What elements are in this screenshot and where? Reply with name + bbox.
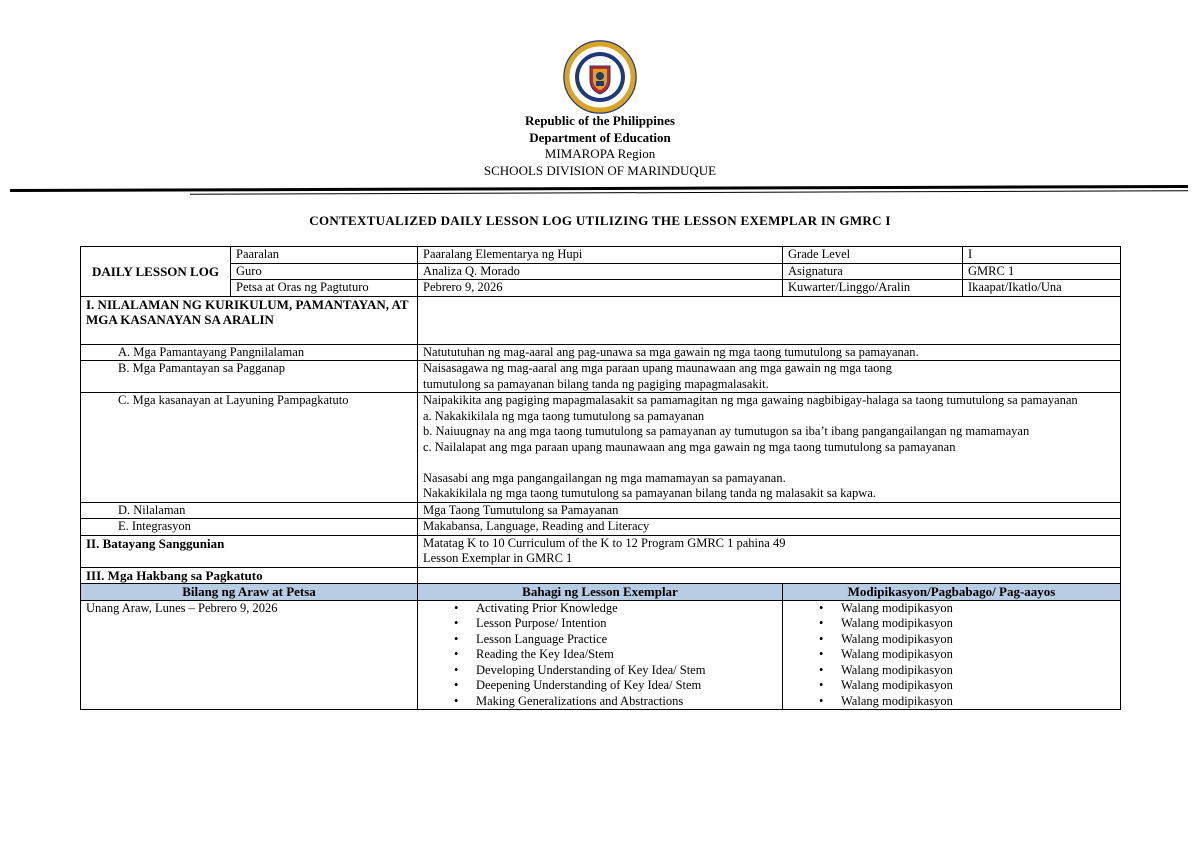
- lesson-part-text: Activating Prior Knowledge: [476, 600, 618, 615]
- list-item: [454, 600, 777, 617]
- col-header-bahagi: Bahagi ng Lesson Exemplar: [418, 584, 783, 601]
- list-item: [819, 693, 1115, 710]
- lesson-part-text: Making Generalizations and Abstractions: [476, 693, 684, 708]
- bullet-icon: •: [819, 647, 824, 661]
- paaralan-label: Paaralan: [231, 247, 418, 264]
- value-a: Natututuhan ng mag-aaral ang pag-unawa sa mga gawain ng mga taong tumutulong sa pamayanan.: [418, 344, 1121, 361]
- document-title: CONTEXTUALIZED DAILY LESSON LOG UTILIZING THE LESSON EXEMPLAR IN GMRC I: [309, 213, 891, 228]
- list-item: [819, 647, 1115, 663]
- lesson-part-text: Lesson Language Practice: [476, 631, 608, 646]
- bullet-icon: •: [819, 631, 824, 646]
- section2-value-line1: Matatag K to 10 Curriculum of the K to 12 Program GMRC 1 pahina 49: [423, 535, 786, 550]
- value-d: Mga Taong Tumutulong sa Pamayanan: [418, 502, 1121, 519]
- lesson-part-text: Reading the Key Idea/Stem: [476, 647, 614, 661]
- list-item: [819, 631, 1115, 648]
- modification-text: Walang modipikasyon: [841, 693, 953, 708]
- daily-lesson-log-label: DAILY LESSON LOG: [81, 247, 231, 297]
- grade-level-label: Grade Level: [783, 247, 963, 264]
- value-c-extra2: Nakakikilala ng mga taong tumutulong sa pamayanan bilang tanda ng malasakit sa kapwa.: [423, 486, 876, 500]
- row-nilalaman: [81, 502, 1121, 519]
- daily-lesson-log-table: [80, 246, 1121, 710]
- guro-value: Analiza Q. Morado: [418, 263, 783, 280]
- label-a: A. Mga Pamantayang Pangnilalaman: [81, 344, 418, 361]
- header-division: SCHOOLS DIVISION OF MARINDUQUE: [483, 162, 717, 178]
- asignatura-value: GMRC 1: [963, 263, 1121, 280]
- bullet-icon: •: [819, 678, 824, 692]
- label-d: D. Nilalaman: [81, 502, 418, 519]
- row-kasanayan: [81, 393, 1121, 503]
- value-c-spacer: [423, 455, 1115, 471]
- asignatura-label: Asignatura: [783, 263, 963, 280]
- bullet-icon: •: [819, 662, 824, 677]
- list-item: [454, 678, 777, 694]
- modifications-cell: [783, 600, 1121, 710]
- lesson-part-text: Deepening Understanding of Key Idea/ Stem: [476, 678, 702, 692]
- section3-title: III. Mga Hakbang sa Pagkatuto: [81, 567, 418, 584]
- modification-text: Walang modipikasyon: [841, 616, 953, 630]
- bullet-icon: •: [819, 616, 824, 630]
- row-integrasyon: [81, 519, 1121, 536]
- label-c: C. Mga kasanayan at Layuning Pampagkatuto: [81, 393, 418, 503]
- modification-text: Walang modipikasyon: [841, 631, 953, 646]
- bullet-icon: •: [454, 631, 459, 646]
- bullet-icon: •: [454, 647, 459, 661]
- petsa-label: Petsa at Oras ng Pagtuturo: [231, 280, 418, 297]
- list-item: [454, 616, 777, 632]
- col-header-modipikasyon: Modipikasyon/Pagbabago/ Pag-aayos: [783, 584, 1121, 601]
- bullet-icon: •: [454, 616, 459, 630]
- list-item: [454, 662, 777, 679]
- info-row-petsa: [81, 280, 1121, 297]
- guro-label: Guro: [231, 263, 418, 280]
- list-item: [454, 647, 777, 663]
- section3-title-row: [81, 567, 1121, 584]
- section1-title-row: [81, 296, 1121, 344]
- bullet-icon: •: [454, 678, 459, 692]
- modification-text: Walang modipikasyon: [841, 678, 953, 692]
- lesson-part-text: Developing Understanding of Key Idea/ Stem: [476, 662, 706, 677]
- bullet-icon: •: [454, 693, 459, 708]
- col-header-araw: Bilang ng Araw at Petsa: [81, 584, 418, 601]
- list-item: [454, 631, 777, 648]
- section3-empty: [418, 567, 1121, 584]
- list-item: [454, 693, 777, 710]
- bullet-icon: •: [819, 693, 824, 708]
- header-department: Department of Education: [529, 129, 671, 145]
- info-row-paaralan: [81, 247, 1121, 264]
- row-sanggunian: [81, 535, 1121, 567]
- value-c-c: c. Nailalapat ang mga paraan upang maunawaan ang mga gawain ng mga taong tumutulong sa pamayanan: [423, 439, 956, 454]
- deped-seal-logo: [563, 40, 637, 114]
- list-item: [819, 600, 1115, 617]
- header-republic: Republic of the Philippines: [525, 113, 675, 128]
- row-pamantayang-pangnilalaman: [81, 344, 1121, 361]
- label-b: B. Mga Pamantayan sa Pagganap: [81, 361, 418, 393]
- value-b-line2: tumutulong sa pamayanan bilang tanda ng pagiging mapagmalasakit.: [423, 376, 769, 391]
- modifications-list: [819, 600, 1115, 710]
- value-c: [418, 393, 1121, 503]
- section1-title: I. NILALAMAN NG KURIKULUM, PAMANTAYAN, AT MGA KASANAYAN SA ARALIN: [81, 296, 418, 344]
- header-region: MIMAROPA Region: [544, 146, 656, 161]
- bullet-icon: •: [819, 600, 824, 615]
- list-item: [819, 616, 1115, 632]
- section1-empty: [418, 296, 1121, 344]
- value-e: Makabansa, Language, Reading and Literacy: [418, 519, 1121, 536]
- modification-text: Walang modipikasyon: [841, 647, 953, 661]
- value-c-extra1: Nasasabi ang mga pangangailangan ng mga mamamayan sa pamayanan.: [423, 470, 786, 485]
- bullet-icon: •: [454, 662, 459, 677]
- procedure-header-row: [81, 584, 1121, 601]
- kuwarter-label: Kuwarter/Linggo/Aralin: [783, 280, 963, 297]
- value-c-intro: Naipakikita ang pagiging mapagmalasakit sa pamamagitan ng mga gawaing nagbibigay-halaga sa taong tumutulong sa pamayanan: [423, 393, 1078, 407]
- lesson-part-text: Lesson Purpose/ Intention: [476, 616, 607, 630]
- document-header: [0, 113, 1200, 179]
- paaralan-value: Paaralang Elementarya ng Hupi: [418, 247, 783, 264]
- petsa-value: Pebrero 9, 2026: [418, 280, 783, 297]
- section2-value: [418, 535, 1121, 567]
- lesson-parts-cell: [418, 600, 783, 710]
- section2-value-line2: Lesson Exemplar in GMRC 1: [423, 551, 573, 565]
- list-item: [819, 678, 1115, 694]
- modification-text: Walang modipikasyon: [841, 662, 953, 677]
- section2-title: II. Batayang Sanggunian: [81, 535, 418, 567]
- kuwarter-value: Ikaapat/Ikatlo/Una: [963, 280, 1121, 297]
- label-e: E. Integrasyon: [81, 519, 418, 536]
- info-row-guro: [81, 263, 1121, 280]
- day-date: Unang Araw, Lunes – Pebrero 9, 2026: [81, 600, 418, 710]
- value-b: [418, 361, 1121, 393]
- grade-level-value: I: [963, 247, 1121, 264]
- procedure-day-row: [81, 600, 1121, 710]
- modification-text: Walang modipikasyon: [841, 600, 953, 615]
- lesson-parts-list: [454, 600, 777, 710]
- value-b-line1: Naisasagawa ng mag-aaral ang mga paraan upang maunawaan ang mga gawain ng mga taong: [423, 361, 892, 375]
- list-item: [819, 662, 1115, 679]
- row-pamantayan-pagganap: [81, 361, 1121, 393]
- header-divider-thin: [190, 190, 1188, 194]
- value-c-b: b. Naiuugnay na ang mga taong tumutulong sa pamayanan ay tumutugon sa iba’t ibang pangangailangan ng mamamayan: [423, 424, 1030, 438]
- value-c-a: a. Nakakikilala ng mga taong tumutulong sa pamayanan: [423, 408, 705, 423]
- bullet-icon: •: [454, 600, 459, 615]
